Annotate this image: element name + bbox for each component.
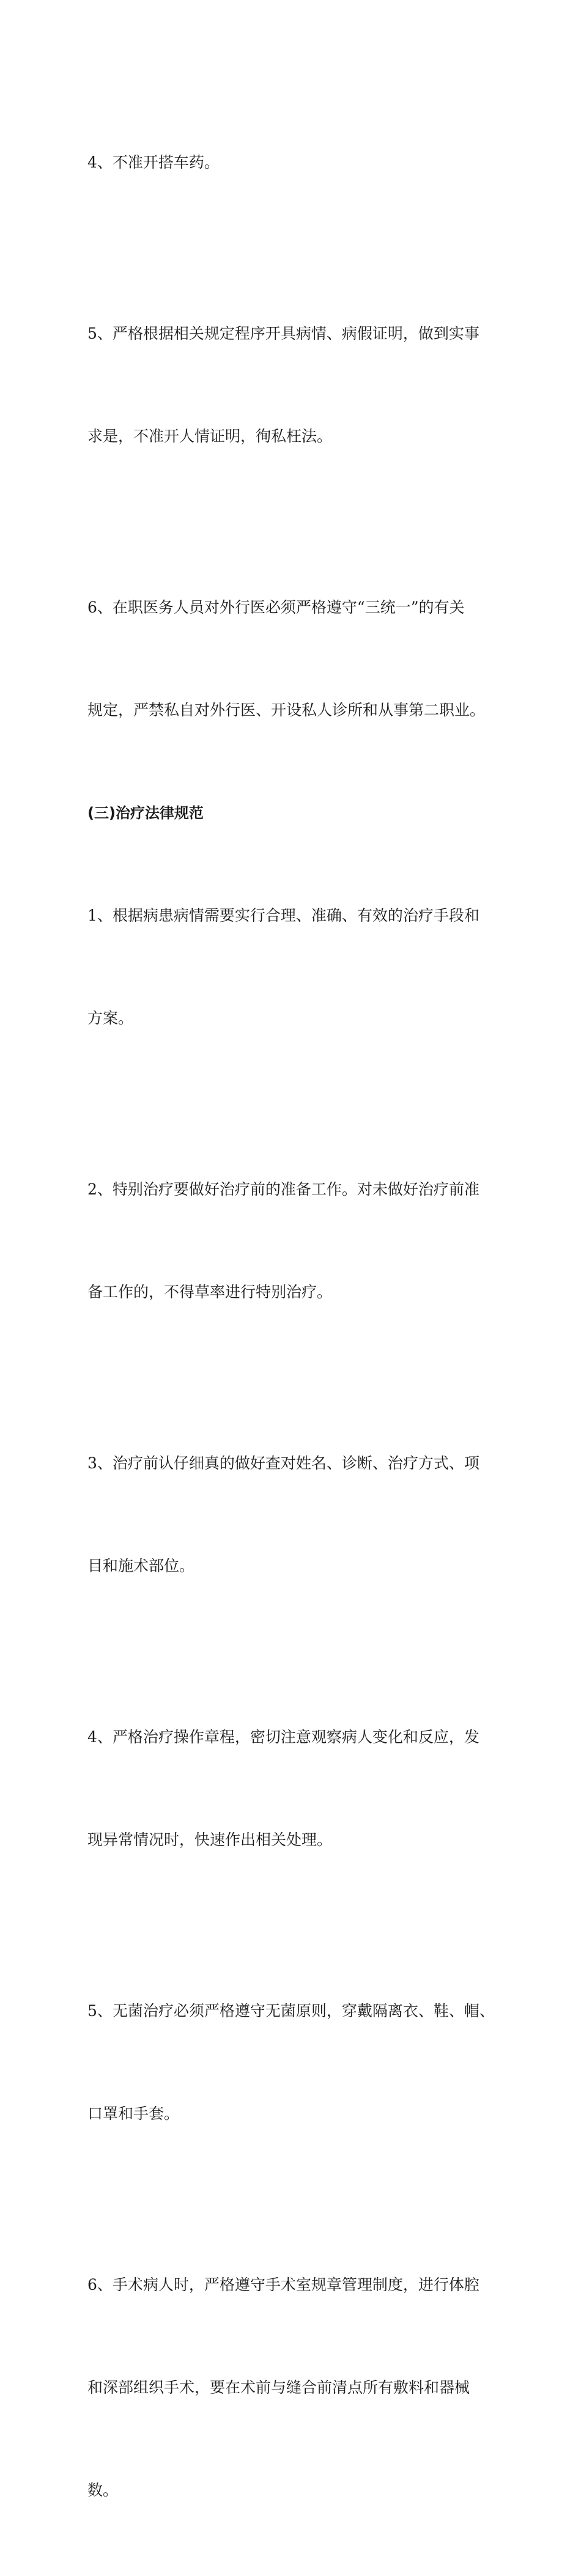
paragraph-treatment-4: [87, 1652, 498, 1926]
section-heading: [87, 796, 498, 830]
paragraph-treatment-3: [87, 1378, 498, 1652]
paragraph-item-5-certificates: [87, 248, 498, 522]
paragraph-treatment-5: [87, 1926, 498, 2199]
text-line: 规定，严禁私自对外行医、开设私人诊所和从事第二职业。: [87, 701, 486, 719]
text-line: 和深部组织手术，要在术前与缝合前清点所有敷料和器械: [87, 2379, 470, 2396]
text-line: 2、特别治疗要做好治疗前的准备工作。对未做好治疗前准: [87, 1180, 479, 1198]
text-line: 数。: [87, 2481, 119, 2499]
heading-text: (三)治疗法律规范: [87, 804, 204, 822]
text-line: 4、严格治疗操作章程，密切注意观察病人变化和反应，发: [87, 1728, 479, 1746]
text-line: 6、在职医务人员对外行医必须严格遵守“三统一”的有关: [87, 598, 465, 616]
paragraph-treatment-2: [87, 1104, 498, 1378]
text-line: 1、根据病患病情需要实行合理、准确、有效的治疗手段和: [87, 907, 479, 924]
text-line: 6、手术病人时，严格遵守手术室规章管理制度，进行体腔: [87, 2276, 479, 2294]
paragraph-treatment-1: [87, 830, 498, 1104]
text-line: 5、无菌治疗必须严格遵守无菌原则，穿戴隔离衣、鞋、帽、: [87, 2002, 495, 2020]
text-line: 现异常情况时，快速作出相关处理。: [87, 1831, 333, 1849]
paragraph-item-6-external-practice: [87, 522, 498, 796]
paragraph-treatment-6: [87, 2199, 498, 2576]
text-line: 目和施术部位。: [87, 1557, 195, 1575]
text-line: 口罩和手套。: [87, 2105, 180, 2122]
text-line: 备工作的，不得草率进行特别治疗。: [87, 1283, 333, 1301]
document-body: [87, 77, 498, 2576]
text-line: 3、治疗前认仔细真的做好查对姓名、诊断、治疗方式、项: [87, 1454, 479, 1472]
paragraph-item-4-no-extra-drugs: [87, 77, 498, 248]
text-line: 4、不准开搭车药。: [87, 153, 220, 171]
text-line: 5、严格根据相关规定程序开具病情、病假证明，做到实事: [87, 325, 479, 342]
text-line: 求是，不准开人情证明，徇私枉法。: [87, 427, 333, 445]
text-line: 方案。: [87, 1009, 134, 1027]
